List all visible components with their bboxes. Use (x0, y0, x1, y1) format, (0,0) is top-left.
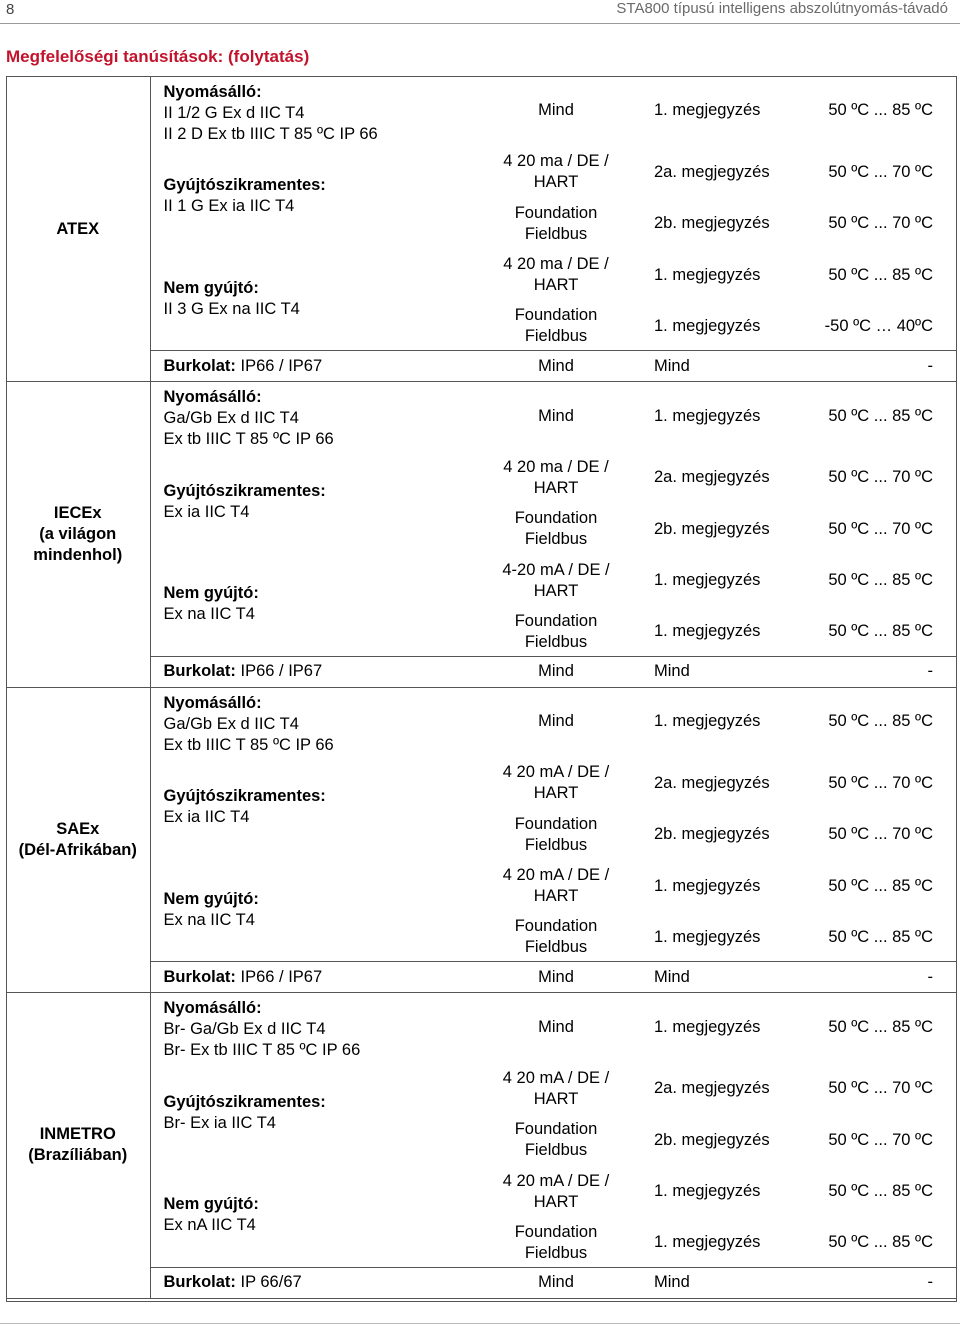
temperature-range: 50 ºC ... 85 ºC (828, 876, 933, 895)
temperature-range: 50 ºC ... 85 ºC (828, 712, 933, 730)
protection-type-intrinsically-safe (150, 145, 480, 248)
certification-name-line: SAEx (56, 819, 100, 838)
enclosure-label: Burkolat: (163, 967, 236, 986)
signal-type: Foundation Fieldbus (514, 203, 598, 243)
note-reference: 2b. megjegyzés (654, 214, 770, 232)
note-reference: 1. megjegyzés (654, 101, 761, 119)
temperature-range: 50 ºC ... 85 ºC (828, 1182, 933, 1200)
page-number: 8 (6, 1, 15, 18)
certification-name-line: mindenhol) (33, 545, 123, 564)
cert-row-flameproof (6, 382, 957, 451)
protection-type-intrinsically-safe (150, 1061, 480, 1164)
temperature-range: 50 ºC ... 85 ºC (828, 571, 933, 589)
note-reference: 1. megjegyzés (654, 927, 761, 946)
protection-label: Gyújtószikramentes: (163, 787, 326, 805)
certification-name-line: ATEX (56, 219, 100, 238)
marking-line: Ga/Gb Ex d IIC T4 (163, 409, 299, 427)
protection-type-flameproof (150, 687, 480, 756)
protection-label: Gyújtószikramentes: (163, 1092, 326, 1111)
marking-line: Ex ia IIC T4 (163, 808, 250, 826)
note-reference: 1. megjegyzés (654, 265, 761, 284)
note-reference: 2a. megjegyzés (654, 773, 770, 792)
temperature-range: - (806, 1267, 957, 1298)
protection-label: Gyújtószikramentes: (163, 481, 326, 500)
enclosure-value: IP66 / IP67 (235, 662, 323, 680)
enclosure-value: IP66 / IP67 (235, 967, 323, 986)
note-reference: 1. megjegyzés (654, 712, 761, 730)
signal-type: Mind (538, 406, 574, 425)
enclosure-rating (150, 351, 480, 382)
enclosure-rating (150, 962, 480, 993)
protection-label: Gyújtószikramentes: (163, 176, 326, 194)
certification-name-line: INMETRO (39, 1125, 116, 1144)
signal-type: Mind (538, 101, 574, 119)
enclosure-label: Burkolat: (163, 1273, 236, 1291)
temperature-range: 50 ºC ... 70 ºC (828, 214, 933, 232)
note-reference: 2b. megjegyzés (654, 825, 770, 843)
marking-line: II 1/2 G Ex d IIC T4 (163, 103, 305, 122)
marking-line: II 1 G Ex ia IIC T4 (163, 197, 295, 215)
signal-type: 4 20 mA / DE / HART (502, 866, 610, 905)
signal-type: 4 20 mA / DE / HART (502, 1068, 610, 1108)
signal-type: Mind (480, 1267, 632, 1298)
note-reference: 1. megjegyzés (654, 622, 761, 641)
certification-name (6, 993, 150, 1299)
enclosure-rating (150, 656, 480, 687)
note-reference: Mind (632, 351, 806, 382)
temperature-range: 50 ºC ... 70 ºC (828, 773, 933, 792)
signal-type: 4 20 mA / DE / HART (502, 763, 610, 802)
protection-type-flameproof (150, 382, 480, 451)
marking-line: Br- Ex tb IIIC T 85 ºC IP 66 (163, 1041, 361, 1059)
signal-type: 4-20 mA / DE / HART (502, 560, 610, 600)
temperature-range: 50 ºC ... 85 ºC (828, 1017, 933, 1036)
signal-type: 4 20 ma / DE / HART (503, 457, 609, 497)
enclosure-value: IP66 / IP67 (235, 356, 323, 375)
signal-type: 4 20 mA / DE / HART (502, 1171, 610, 1211)
signal-type: Foundation Fieldbus (514, 509, 598, 548)
temperature-range: -50 ºC … 40ºC (824, 316, 933, 335)
signal-type: Foundation Fieldbus (514, 814, 598, 854)
protection-label: Nem gyújtó: (163, 278, 259, 297)
protection-label: Nyomásálló: (163, 693, 262, 712)
signal-type: 4 20 ma / DE / HART (503, 255, 609, 294)
protection-type-flameproof (150, 993, 480, 1062)
temperature-range: 50 ºC ... 85 ºC (828, 101, 933, 119)
note-reference: 1. megjegyzés (654, 406, 761, 425)
temperature-range: 50 ºC ... 85 ºC (828, 622, 933, 641)
protection-type-flameproof (150, 77, 480, 145)
temperature-range: 50 ºC ... 70 ºC (828, 1079, 933, 1097)
marking-line: II 2 D Ex tb IIIC T 85 ºC IP 66 (163, 124, 378, 143)
protection-label: Nyomásálló: (163, 999, 262, 1017)
note-reference: 1. megjegyzés (654, 1017, 761, 1036)
note-reference: Mind (632, 656, 806, 687)
enclosure-value: IP 66/67 (235, 1273, 302, 1291)
signal-type: Mind (538, 712, 574, 730)
marking-line: Ex nA IIC T4 (163, 1216, 256, 1235)
enclosure-rating (150, 1267, 480, 1298)
signal-type: Foundation Fieldbus (514, 1222, 598, 1262)
protection-label: Nem gyújtó: (163, 889, 259, 908)
signal-type: Mind (480, 351, 632, 382)
enclosure-label: Burkolat: (163, 356, 236, 375)
marking-line: Ex tb IIIC T 85 ºC IP 66 (163, 735, 334, 754)
marking-line: Ex ia IIC T4 (163, 502, 250, 521)
certifications-table (6, 76, 957, 1299)
temperature-range: 50 ºC ... 70 ºC (828, 162, 933, 181)
temperature-range: 50 ºC ... 85 ºC (828, 1233, 933, 1252)
certification-name-line: (Brazíliában) (28, 1146, 128, 1165)
note-reference: 2b. megjegyzés (654, 519, 770, 538)
document-title: STA800 típusú intelligens abszolútnyomás-távadó (616, 0, 948, 17)
signal-type: Foundation Fieldbus (514, 1120, 598, 1159)
signal-type: Foundation Fieldbus (514, 306, 598, 346)
protection-label: Nem gyújtó: (163, 1195, 259, 1214)
note-reference: 1. megjegyzés (654, 1233, 761, 1252)
temperature-range: 50 ºC ... 70 ºC (828, 825, 933, 843)
marking-line: Br- Ex ia IIC T4 (163, 1113, 276, 1132)
note-reference: 2a. megjegyzés (654, 162, 770, 181)
enclosure-label: Burkolat: (163, 662, 236, 680)
note-reference: 2b. megjegyzés (654, 1130, 770, 1149)
note-reference: 1. megjegyzés (654, 876, 761, 895)
protection-type-non-incendive (150, 859, 480, 962)
signal-type: Foundation Fieldbus (514, 611, 598, 651)
note-reference: 2a. megjegyzés (654, 468, 770, 486)
marking-line: Ex na IIC T4 (163, 605, 255, 624)
protection-type-non-incendive (150, 1164, 480, 1267)
protection-type-non-incendive (150, 553, 480, 656)
protection-label: Nem gyújtó: (163, 584, 259, 603)
marking-line: Ga/Gb Ex d IIC T4 (163, 714, 299, 733)
note-reference: 1. megjegyzés (654, 571, 761, 589)
signal-type: Foundation Fieldbus (514, 917, 598, 957)
temperature-range: 50 ºC ... 70 ºC (828, 1130, 933, 1149)
temperature-range: 50 ºC ... 70 ºC (828, 519, 933, 538)
footer-rule (0, 1323, 960, 1324)
header-rule (0, 23, 960, 24)
signal-type: Mind (538, 1017, 574, 1036)
signal-type: Mind (480, 962, 632, 993)
temperature-range: - (806, 962, 957, 993)
temperature-range: - (806, 351, 957, 382)
certification-name-line: IECEx (53, 503, 102, 522)
protection-label: Nyomásálló: (163, 82, 262, 101)
marking-line: II 3 G Ex na IIC T4 (163, 299, 300, 318)
protection-type-non-incendive (150, 248, 480, 351)
temperature-range: 50 ºC ... 85 ºC (828, 265, 933, 284)
signal-type: 4 20 ma / DE / HART (503, 152, 609, 191)
temperature-range: 50 ºC ... 70 ºC (828, 468, 933, 486)
certification-name (6, 77, 150, 382)
note-reference: 1. megjegyzés (654, 1182, 761, 1200)
protection-type-intrinsically-safe (150, 450, 480, 553)
temperature-range: 50 ºC ... 85 ºC (828, 406, 933, 425)
cert-row-flameproof (6, 993, 957, 1062)
marking-line: Br- Ga/Gb Ex d IIC T4 (163, 1020, 326, 1038)
certification-name (6, 382, 150, 688)
marking-line: Ex tb IIIC T 85 ºC IP 66 (163, 430, 334, 448)
temperature-range: - (806, 656, 957, 687)
page-header (0, 0, 960, 22)
note-reference: 2a. megjegyzés (654, 1079, 770, 1097)
protection-label: Nyomásálló: (163, 388, 262, 406)
section-title: Megfelelőségi tanúsítások: (folytatás) (6, 47, 310, 66)
cert-row-flameproof (6, 687, 957, 756)
certification-name-line: (Dél-Afrikában) (18, 840, 137, 859)
protection-type-intrinsically-safe (150, 756, 480, 859)
note-reference: 1. megjegyzés (654, 316, 761, 335)
signal-type: Mind (480, 656, 632, 687)
certification-name-line: (a világon (39, 524, 117, 543)
temperature-range: 50 ºC ... 85 ºC (828, 927, 933, 946)
marking-line: Ex na IIC T4 (163, 910, 255, 929)
certification-name (6, 687, 150, 993)
note-reference: Mind (632, 962, 806, 993)
note-reference: Mind (632, 1267, 806, 1298)
cert-row-flameproof (6, 77, 957, 145)
